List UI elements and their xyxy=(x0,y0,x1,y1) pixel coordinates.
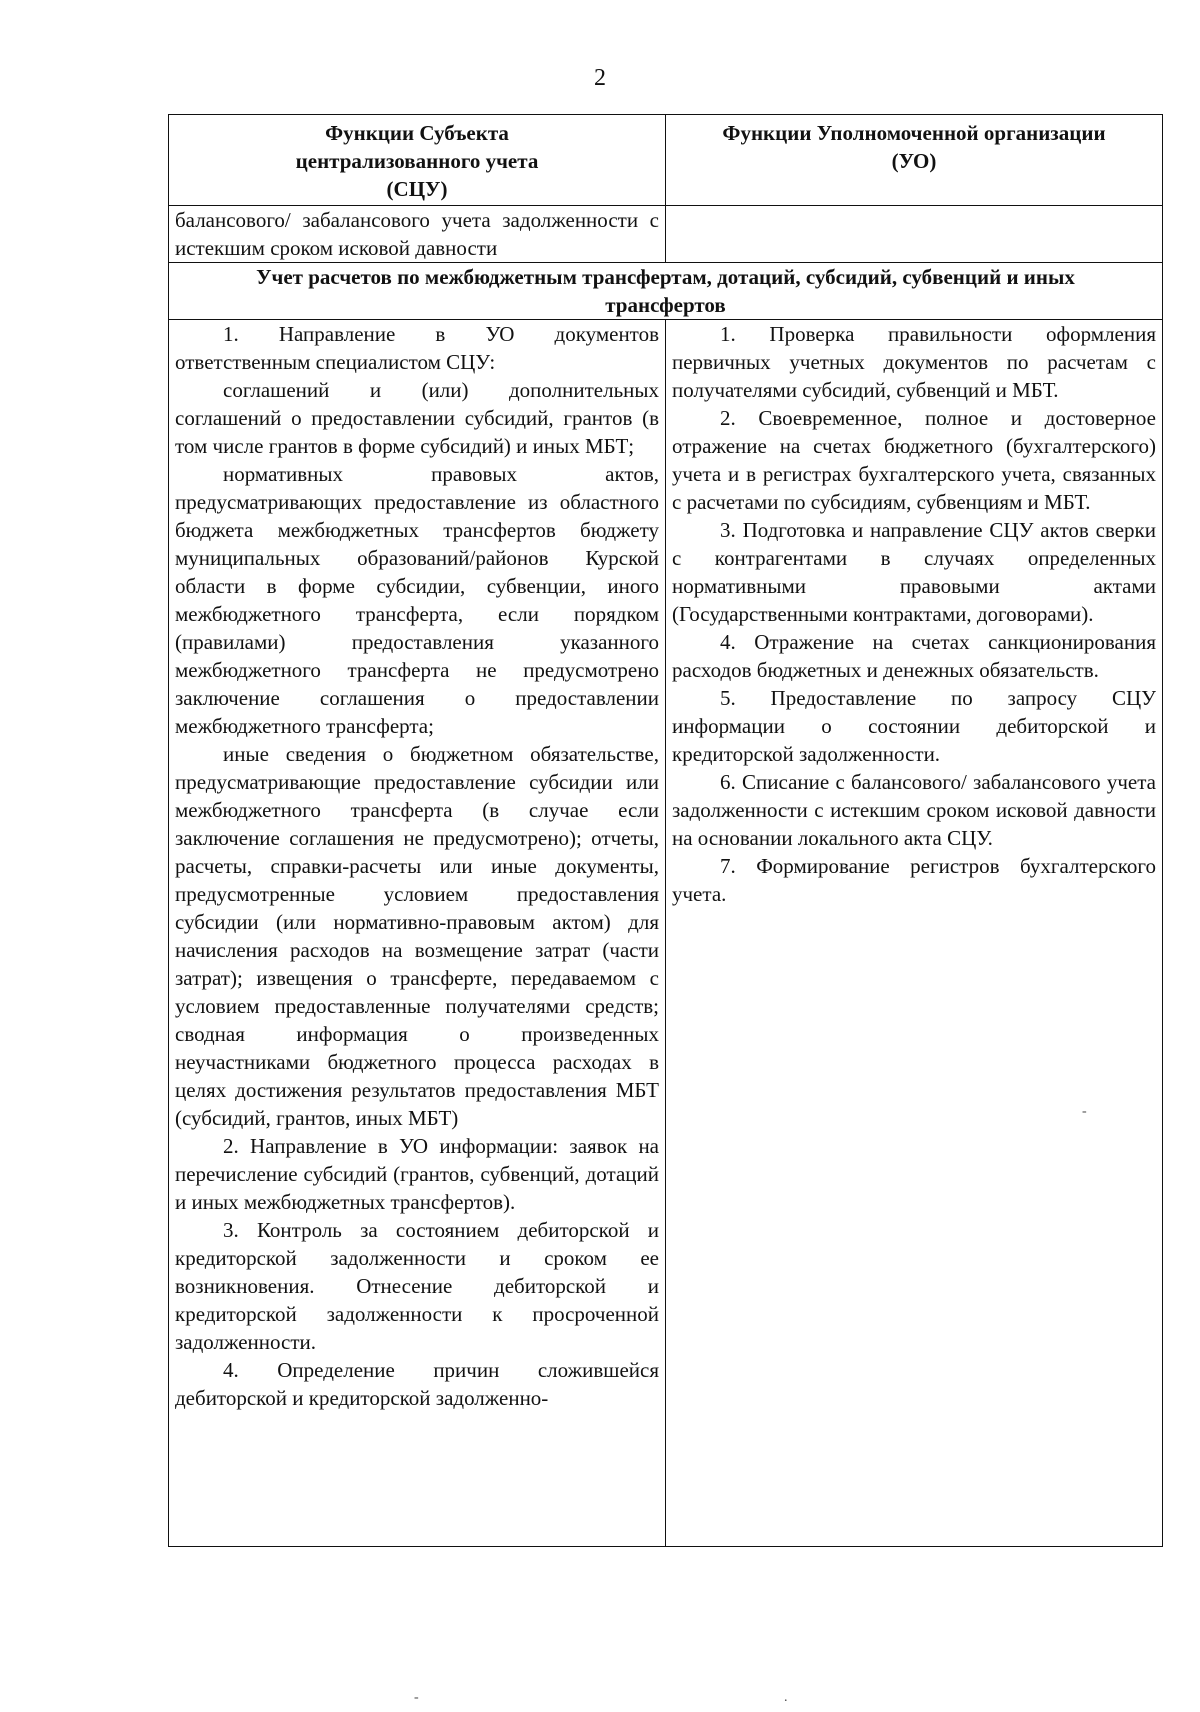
header-right-line: Функции Уполномоченной организации xyxy=(722,121,1106,145)
body-right-cell xyxy=(666,320,1163,1547)
left-paragraph: соглашений и (или) дополнительных соглашений о предоставлении субсидий, грантов (в том числе грантов в форме субсидий) и иных МБТ; xyxy=(175,378,659,458)
scan-speck: - xyxy=(1082,1104,1087,1119)
header-right-cell xyxy=(666,115,1163,206)
right-paragraph: 7. Формирование регистров бухгалтерского учета. xyxy=(672,854,1156,906)
left-paragraph: 2. Направление в УО информации: заявок на перечисление субсидий (грантов, субвенций, дотаций и иных межбюджетных трансфертов). xyxy=(175,1134,659,1214)
right-paragraph: 1. Проверка правильности оформления первичных учетных документов по расчетам с получателями субсидий, субвенций и МБТ. xyxy=(672,322,1156,402)
left-paragraph: иные сведения о бюджетном обязательстве, предусматривающие предоставление субсидии или межбюджетного трансферта (в случае если заключение соглашения не предусмотрено); отчеты, расчеты, справки-расчеты или иные документы, предусмотренные условием предоставления субсидии (или нормативно-правовым актом) для начисления расходов на возмещение затрат (части затрат); извещения о трансферте, передаваемом с условием предоставленные получателями средств; сводная информация о произведенных неучастниками бюджетного процесса расходах в целях достижения результатов предоставления МБТ (субсидий, грантов, иных МБТ) xyxy=(175,742,659,1130)
body-row xyxy=(169,320,1163,1547)
header-left-cell xyxy=(169,115,666,206)
header-right-line: (УО) xyxy=(891,149,937,173)
left-paragraph: 4. Определение причин сложившейся дебиторской и кредиторской задолженно- xyxy=(175,1358,659,1410)
right-paragraph: 5. Предоставление по запросу СЦУ информации о состоянии дебиторской и кредиторской задолженности. xyxy=(672,686,1156,766)
scan-speck: - xyxy=(414,1690,419,1705)
section-title: Учет расчетов по межбюджетным трансфертам, дотаций, субсидий, субвенций и иных трансфертов xyxy=(169,263,1163,320)
header-left-line: (СЦУ) xyxy=(386,177,448,201)
right-paragraph: 6. Списание с балансового/ забалансового учета задолженности с истекшим сроком исковой давности на основании локального акта СЦУ. xyxy=(672,770,1156,850)
header-left-line: Функции Субъекта xyxy=(325,121,509,145)
right-paragraph: 4. Отражение на счетах санкционирования расходов бюджетных и денежных обязательств. xyxy=(672,630,1156,682)
left-paragraph: нормативных правовых актов, предусматривающих предоставление из областного бюджета межбюджетных трансфертов бюджету муниципальных образований/районов Курской области в форме субсидии, субвенции, иного межбюджетного трансферта, если порядком (правилами) предоставления указанного межбюджетного трансферта не предусмотрено заключение соглашения о предоставлении межбюджетного трансферта; xyxy=(175,462,659,738)
left-paragraph: 1. Направление в УО документов ответственным специалистом СЦУ: xyxy=(175,322,659,374)
left-paragraph: 3. Контроль за состоянием дебиторской и кредиторской задолженности и сроком ее возникновения. Отнесение дебиторской и кредиторской задолженности к просроченной задолженности. xyxy=(175,1218,659,1354)
scan-speck: . xyxy=(784,1690,788,1705)
page-number: 2 xyxy=(594,65,606,91)
header-left-line: централизованного учета xyxy=(295,149,539,173)
continuation-right-cell xyxy=(666,206,1163,263)
continuation-left-cell: балансового/ забалансового учета задолженности с истекшим сроком исковой давности xyxy=(169,206,666,263)
section-row xyxy=(169,263,1163,320)
right-paragraph: 2. Своевременное, полное и достоверное отражение на счетах бюджетного (бухгалтерского) учета и в регистрах бухгалтерского учета, связанных с расчетами по субсидиям, субвенциям и МБТ. xyxy=(672,406,1156,514)
functions-table xyxy=(168,114,1163,1547)
table-header-row xyxy=(169,115,1163,206)
body-left-cell xyxy=(169,320,666,1547)
continuation-row xyxy=(169,206,1163,263)
right-paragraph: 3. Подготовка и направление СЦУ актов сверки с контрагентами в случаях определенных нормативными правовыми актами (Государственными контрактами, договорами). xyxy=(672,518,1156,626)
